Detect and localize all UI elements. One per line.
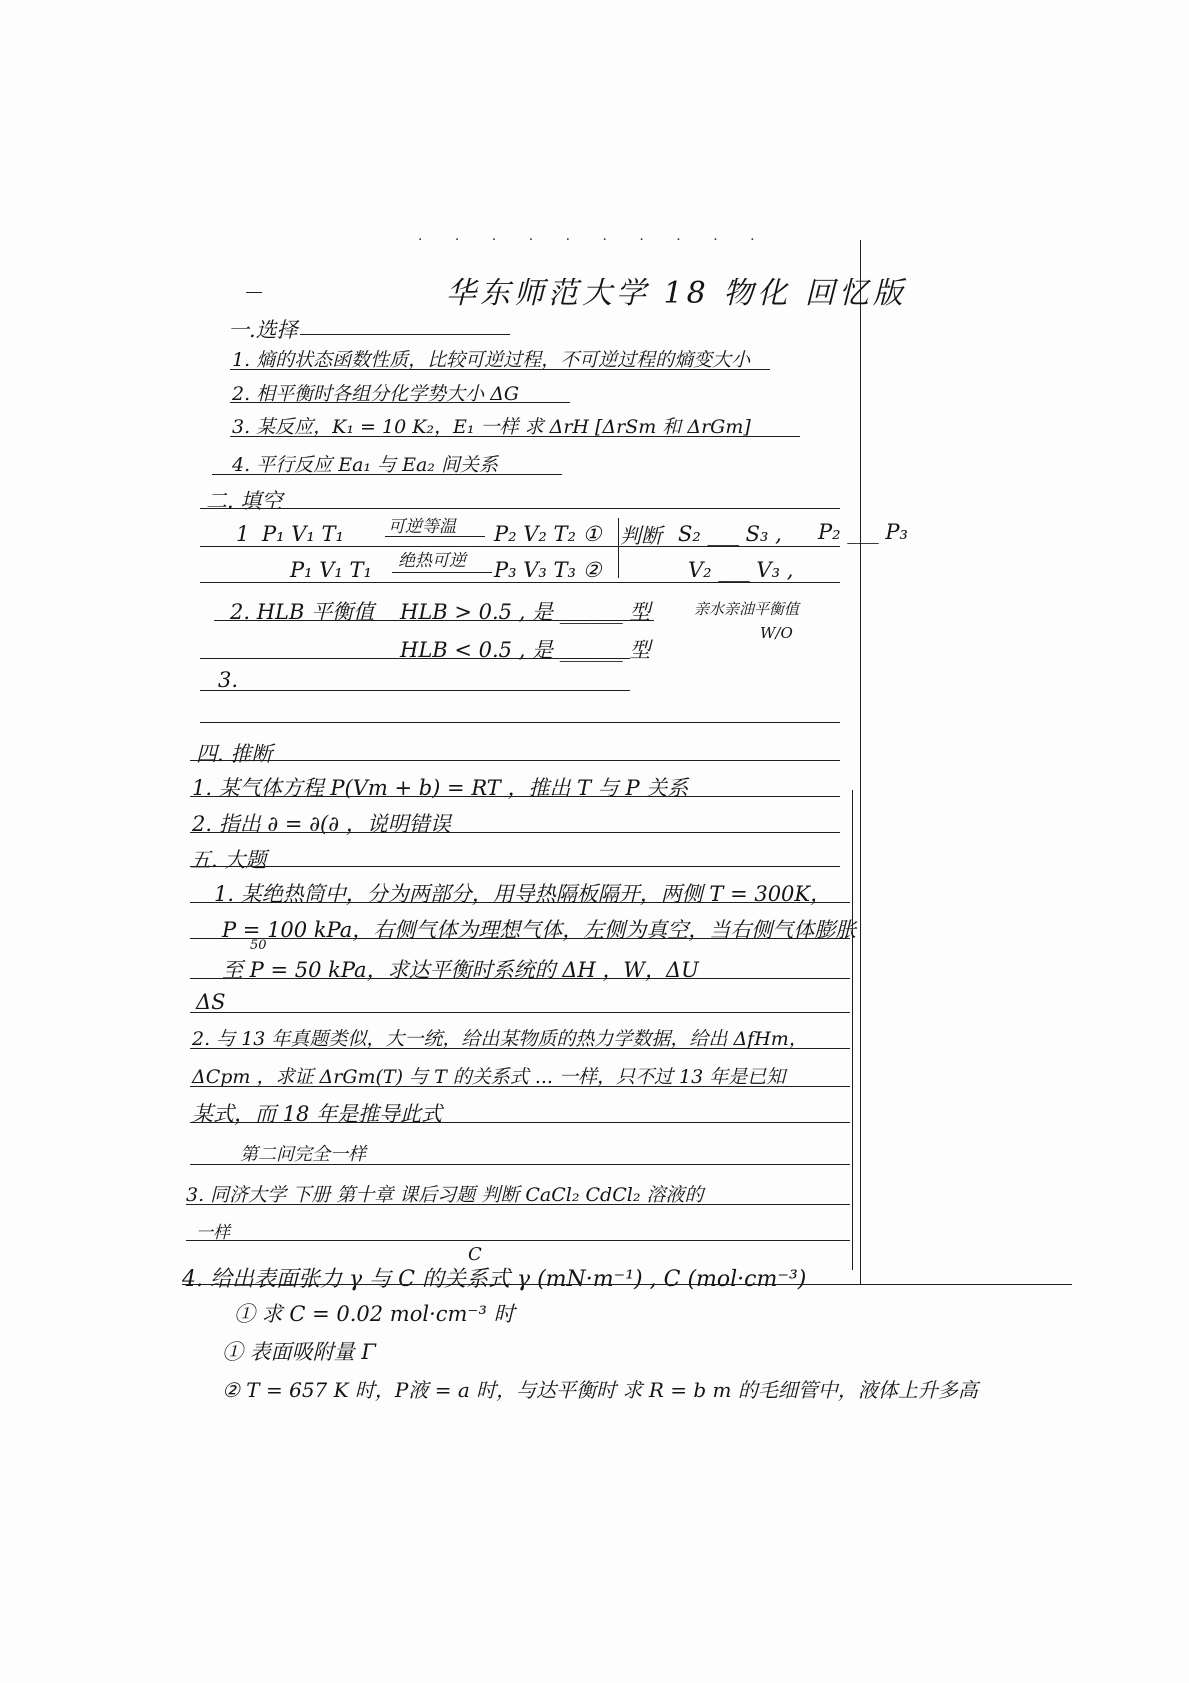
rule — [186, 1240, 850, 1241]
arrow-a — [385, 536, 485, 537]
section-four-heading: 四. 推断 — [196, 742, 273, 766]
rule — [186, 1204, 850, 1205]
fill-q2-line-b: HLB < 0.5 , 是 ______ 型 — [400, 638, 651, 662]
big-q4-fraction-top: C — [468, 1244, 482, 1265]
rule — [230, 402, 570, 403]
big-q3-line-2: 一样 — [196, 1223, 230, 1243]
big-q1-line-4: ΔS — [196, 990, 226, 1014]
big-q4-line-3: ① 表面吸附量 Γ — [222, 1340, 376, 1364]
fill-q1-state-b: P₁ V₁ T₁ — [290, 558, 372, 582]
big-q2-line-3: 某式，而 18 年是推导此式 — [192, 1102, 443, 1126]
fill-q1-compare-label: 判断 — [620, 524, 662, 548]
rule — [190, 796, 840, 797]
section-two-heading: 二. 填空 — [206, 489, 283, 513]
big-q4-line-4: ② T = 657 K 时，P液 = a 时，与达平衡时 求 R = b m 的毛细管中，液体上升多高 — [222, 1378, 978, 1402]
fill-q2-note-a: 亲水亲油平衡值 — [694, 600, 800, 618]
infer-item-1: 1. 某气体方程 P(Vm + b) = RT ，推出 T 与 P 关系 — [192, 776, 689, 800]
section-one-heading: 一.选择 — [228, 318, 298, 342]
rule — [214, 620, 654, 621]
rule — [190, 978, 850, 979]
rule — [200, 722, 840, 723]
rule — [190, 1164, 850, 1165]
choice-item-4: 4. 平行反应 Ea₁ 与 Ea₂ 间关系 — [232, 454, 498, 476]
fill-q1-path-a: 可逆等温 — [388, 517, 456, 537]
rule — [190, 938, 850, 939]
rule — [182, 1284, 1072, 1285]
choice-item-2: 2. 相平衡时各组分化学势大小 ΔG — [232, 383, 520, 405]
rule — [200, 508, 840, 509]
fill-q1-result-b: P₃ V₃ T₃ ② — [494, 558, 602, 582]
fill-q1-result-a: P₂ V₂ T₂ ① — [494, 522, 602, 546]
page-title: 华东师范大学 18 物化 回忆版 — [446, 276, 907, 311]
fill-q1-compare-s: S₂ ___ S₃ , — [678, 522, 782, 546]
big-q4-line-2: ① 求 C = 0.02 mol·cm⁻³ 时 — [234, 1302, 515, 1326]
fill-q1-compare-v: V₂ ___ V₃ , — [688, 558, 794, 582]
fill-q1-path-b: 绝热可逆 — [398, 551, 466, 571]
big-q1-line-1: 1. 某绝热筒中，分为两部分，用导热隔板隔开，两侧 T = 300K， — [214, 882, 832, 906]
rule — [200, 546, 840, 547]
bracket-line — [618, 518, 619, 578]
big-q1-line-3: 至 P = 50 kPa，求达平衡时系统的 ΔH ，W，ΔU — [222, 958, 699, 982]
big-q3-line-1: 3. 同济大学 下册 第十章 课后习题 判断 CaCl₂ CdCl₂ 溶液的 — [186, 1184, 704, 1206]
rule — [190, 1086, 850, 1087]
rule — [190, 1012, 850, 1013]
rule — [190, 760, 840, 761]
rule — [190, 1122, 850, 1123]
rule — [190, 1048, 850, 1049]
fill-q2-line-a: HLB > 0.5 , 是 ______ 型 — [400, 600, 651, 624]
choice-item-3: 3. 某反应，K₁ = 10 K₂，E₁ 一样 求 ΔrH [ΔrSm 和 ΔrGm] — [232, 416, 751, 438]
fill-q1-compare-p: P₂ ___ P₃ — [818, 520, 908, 544]
rule — [300, 334, 510, 335]
margin-line-right — [860, 240, 861, 1285]
big-q1-line-2: P = 100 kPa，右侧气体为理想气体，左侧为真空，当右侧气体膨胀 — [222, 918, 857, 942]
rule — [190, 866, 840, 867]
title-dash — [246, 292, 262, 293]
big-q2-line-1: 2. 与 13 年真题类似，大一统，给出某物质的热力学数据，给出 ΔfHm， — [192, 1028, 808, 1050]
rule — [212, 474, 562, 475]
infer-item-2: 2. 指出 ∂ = ∂(∂ ，说明错误 — [192, 812, 451, 836]
margin-line-right-2 — [852, 790, 853, 1270]
big-q1-annotation: 50 — [250, 938, 267, 953]
rule — [200, 582, 840, 583]
scan-header-marks: · · · · · · · · · · — [418, 232, 769, 248]
fill-q2-label: 2. HLB 平衡值 — [230, 600, 375, 624]
rule — [190, 832, 840, 833]
fill-q1-number: 1 — [236, 522, 250, 546]
fill-q1-state-a: P₁ V₁ T₁ — [262, 522, 344, 546]
section-five-heading: 五. 大题 — [190, 848, 267, 872]
fill-q3-number: 3. — [218, 668, 239, 692]
big-q2-line-4: 第二问完全一样 — [240, 1144, 366, 1165]
rule — [230, 436, 800, 437]
rule — [200, 690, 630, 691]
arrow-b — [392, 572, 492, 573]
choice-item-1: 1. 熵的状态函数性质，比较可逆过程，不可逆过程的熵变大小 — [232, 349, 751, 371]
fill-q2-note-b: W/O — [760, 624, 793, 642]
big-q4-line-1: 4. 给出表面张力 γ 与 C 的关系式 γ (mN·m⁻¹) , C (mol·cm⁻³) — [182, 1267, 807, 1292]
big-q2-line-2: ΔCpm ，求证 ΔrGm(T) 与 T 的关系式 ... 一样，只不过 13 年是已知 — [192, 1066, 786, 1088]
rule — [200, 658, 630, 659]
rule — [190, 902, 850, 903]
rule — [230, 369, 770, 370]
